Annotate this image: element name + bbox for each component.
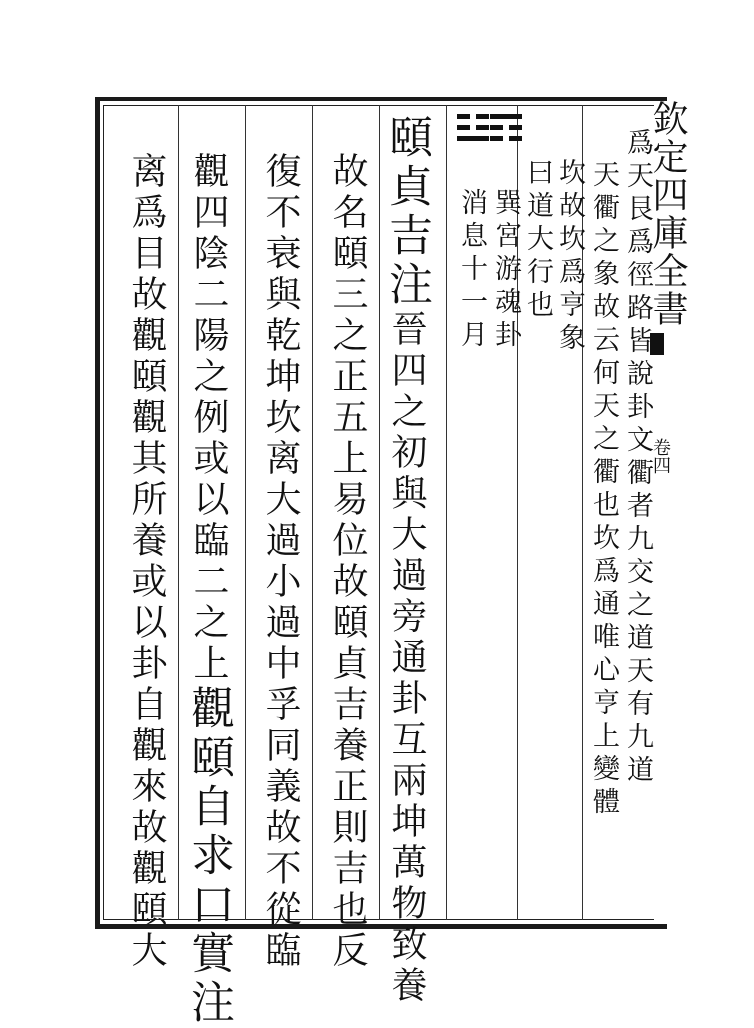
column-rule <box>312 105 313 920</box>
note-column: 爲天艮爲徑路皆說卦文衢者九交之道天有九道 <box>622 128 653 788</box>
note-column: 曰道大行也 <box>522 158 553 323</box>
volume-label: 卷四 <box>650 438 671 474</box>
main-text: 晉四之初與大過旁通卦互兩坤萬物致養 <box>386 310 427 1007</box>
note-column: 巽宮游魂卦 <box>490 188 521 353</box>
hexagram-judgment: 頤貞吉 <box>381 114 432 261</box>
note-column: 天衢之象故云何天之衢也坎爲通唯心亨上變體 <box>588 160 619 820</box>
hexagram-symbol <box>457 114 489 147</box>
main-column <box>381 114 438 1007</box>
column-rule <box>245 105 246 920</box>
main-text: 觀四陰二陽之例或以臨二之上 <box>188 152 229 685</box>
annotation-marker: 注 <box>381 261 432 310</box>
annotation-marker: 注 <box>183 979 234 1028</box>
main-column <box>183 152 240 1028</box>
note-column: 坎故坎爲亨象 <box>554 158 585 356</box>
main-column: 离爲目故觀頤觀其所養或以卦自觀來故觀頤大 <box>126 152 167 972</box>
hexagram-symbol <box>490 114 522 147</box>
note-column: 消息十一月 <box>456 188 487 353</box>
main-column: 復不衰與乾坤坎离大過小過中孚同義故不從臨 <box>260 152 301 972</box>
main-column: 故名頤三之正五上易位故頤貞吉養正則吉也反 <box>327 152 368 972</box>
quoted-text: 觀頤自求口實 <box>183 685 234 979</box>
column-rule <box>446 105 447 920</box>
book-title: 欽定四庫全書 <box>647 100 688 328</box>
